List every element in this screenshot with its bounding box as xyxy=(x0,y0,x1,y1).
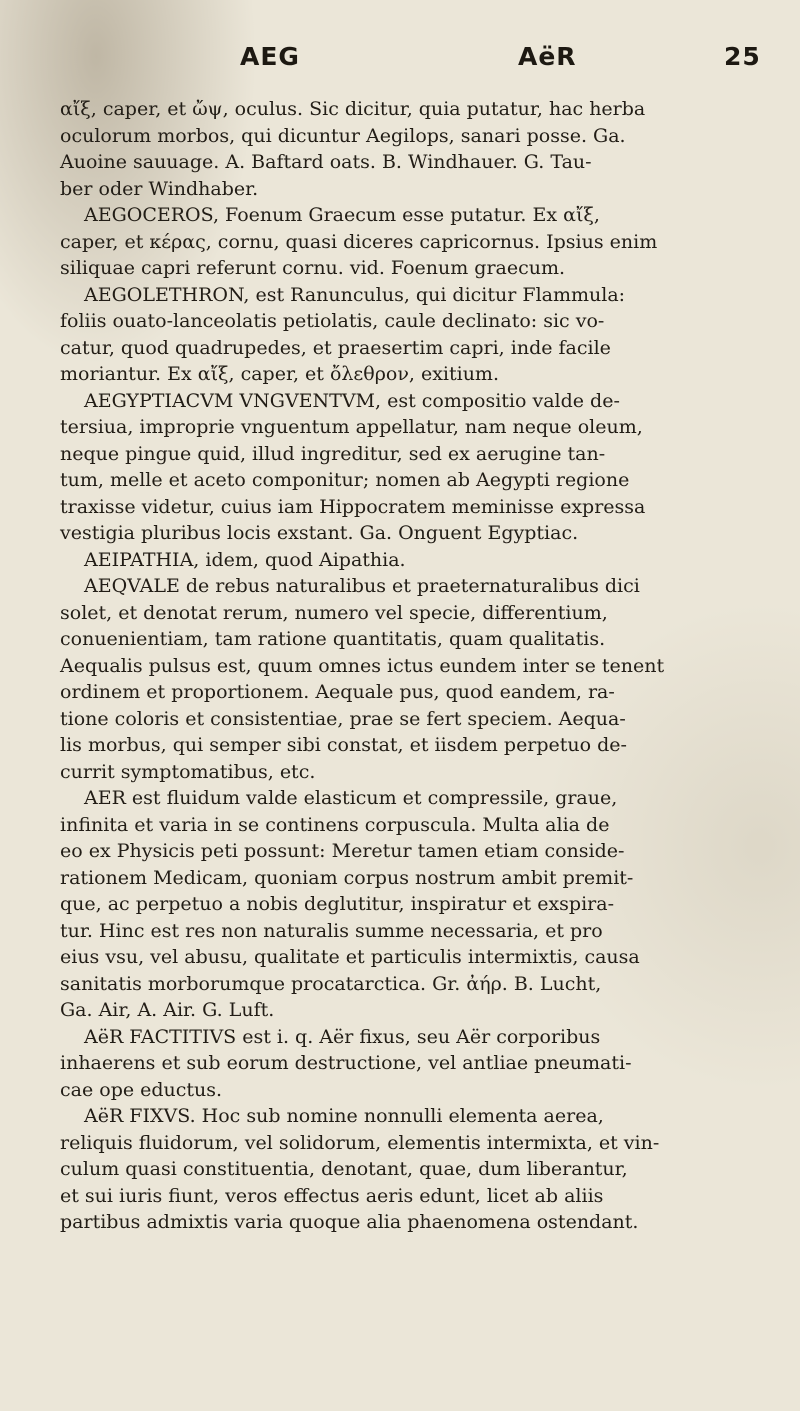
text-line: αἴξ, caper, et ὤψ, oculus. Sic dicitur, quia putatur, hac herba xyxy=(60,98,646,120)
dictionary-text xyxy=(60,96,774,1236)
running-head-left: AEG xyxy=(240,42,300,71)
text-line: catur, quod quadrupedes, et praesertim capri, inde facile xyxy=(60,336,611,359)
text-line: Auoine sauuage. A. Baftard oats. B. Windhauer. G. Tau- xyxy=(60,151,592,173)
entry-headword-line: AEIPATHIA, idem, quod Aipathia. xyxy=(84,548,406,571)
entry-headword-line: AEGOCEROS, Foenum Graecum esse putatur. Ex αἴξ, xyxy=(84,204,600,226)
text-line: eius vsu, vel abusu, qualitate et particulis intermixtis, causa xyxy=(60,946,640,968)
running-head xyxy=(0,42,800,82)
entry-headword-line: AëR FACTITIVS est i. q. Aër fixus, seu Aër corporibus xyxy=(84,1025,601,1048)
text-line: currit symptomatibus, etc. xyxy=(60,760,316,783)
text-line: conuenientiam, tam ratione quantitatis, quam qualitatis. xyxy=(60,628,606,650)
text-line: foliis ouato-lanceolatis petiolatis, caule declinato: sic vo- xyxy=(60,310,605,332)
text-line: tione coloris et consistentiae, prae se fert speciem. Aequa- xyxy=(60,707,626,730)
entry-headword-line: AEQVALE de rebus naturalibus et praeternaturalibus dici xyxy=(84,575,640,597)
text-line: neque pingue quid, illud ingreditur, sed ex aerugine tan- xyxy=(60,442,606,465)
entry-headword-line: AëR FIXVS. Hoc sub nomine nonnulli elementa aerea, xyxy=(84,1105,604,1127)
text-line: tersiua, improprie vnguentum appellatur, nam neque oleum, xyxy=(60,416,643,438)
text-line: culum quasi constituentia, denotant, quae, dum liberantur, xyxy=(60,1158,628,1180)
text-line: traxisse videtur, cuius iam Hippocratem meminisse expressa xyxy=(60,495,646,518)
text-line: cae ope eductus. xyxy=(60,1078,223,1101)
text-line: lis morbus, qui semper sibi constat, et iisdem perpetuo de- xyxy=(60,734,627,756)
text-line: sanitatis morborumque procatarctica. Gr. ἀήρ. B. Lucht, xyxy=(60,972,602,995)
text-line: Ga. Air, A. Air. G. Luft. xyxy=(60,999,275,1021)
text-line: reliquis fluidorum, vel solidorum, elementis intermixta, et vin- xyxy=(60,1131,660,1154)
text-line: infinita et varia in se continens corpuscula. Multa alia de xyxy=(60,813,610,836)
text-line: partibus admixtis varia quoque alia phaenomena ostendant. xyxy=(60,1211,639,1233)
entry-headword-line: AER est fluidum valde elasticum et compressile, graue, xyxy=(84,787,618,809)
text-line: inhaerens et sub eorum destructione, vel antliae pneumati- xyxy=(60,1052,632,1074)
text-line: que, ac perpetuo a nobis deglutitur, inspiratur et exspira- xyxy=(60,893,614,915)
text-line: ordinem et proportionem. Aequale pus, quod eandem, ra- xyxy=(60,681,615,703)
text-line: eo ex Physicis peti possunt: Meretur tamen etiam conside- xyxy=(60,840,625,862)
entry-headword-line: AEGYPTIACVM VNGVENTVM, est compositio valde de- xyxy=(84,389,620,412)
text-line: vestigia pluribus locis exstant. Ga. Onguent Egyptiac. xyxy=(60,522,579,544)
text-line: siliquae capri referunt cornu. vid. Foenum graecum. xyxy=(60,257,566,279)
text-line: moriantur. Ex αἴξ, caper, et ὄλεθρον, exitium. xyxy=(60,363,499,385)
text-line: oculorum morbos, qui dicuntur Aegilops, sanari posse. Ga. xyxy=(60,124,626,147)
text-line: ber oder Windhaber. xyxy=(60,177,259,200)
text-line: tum, melle et aceto componitur; nomen ab Aegypti regione xyxy=(60,469,630,491)
text-line: solet, et denotat rerum, numero vel specie, differentium, xyxy=(60,601,608,624)
entry-headword-line: AEGOLETHRON, est Ranunculus, qui dicitur Flammula: xyxy=(84,283,626,306)
text-line: et sui iuris fiunt, veros effectus aeris edunt, licet ab aliis xyxy=(60,1184,604,1207)
running-head-center: AëR xyxy=(518,42,577,71)
text-line: rationem Medicam, quoniam corpus nostrum ambit premit- xyxy=(60,866,634,889)
page-number: 25 xyxy=(724,42,761,71)
text-line: Aequalis pulsus est, quum omnes ictus eundem inter se tenent xyxy=(60,654,665,677)
text-line: caper, et κέρας, cornu, quasi diceres capricornus. Ipsius enim xyxy=(60,230,658,253)
text-line: tur. Hinc est res non naturalis summe necessaria, et pro xyxy=(60,919,603,942)
